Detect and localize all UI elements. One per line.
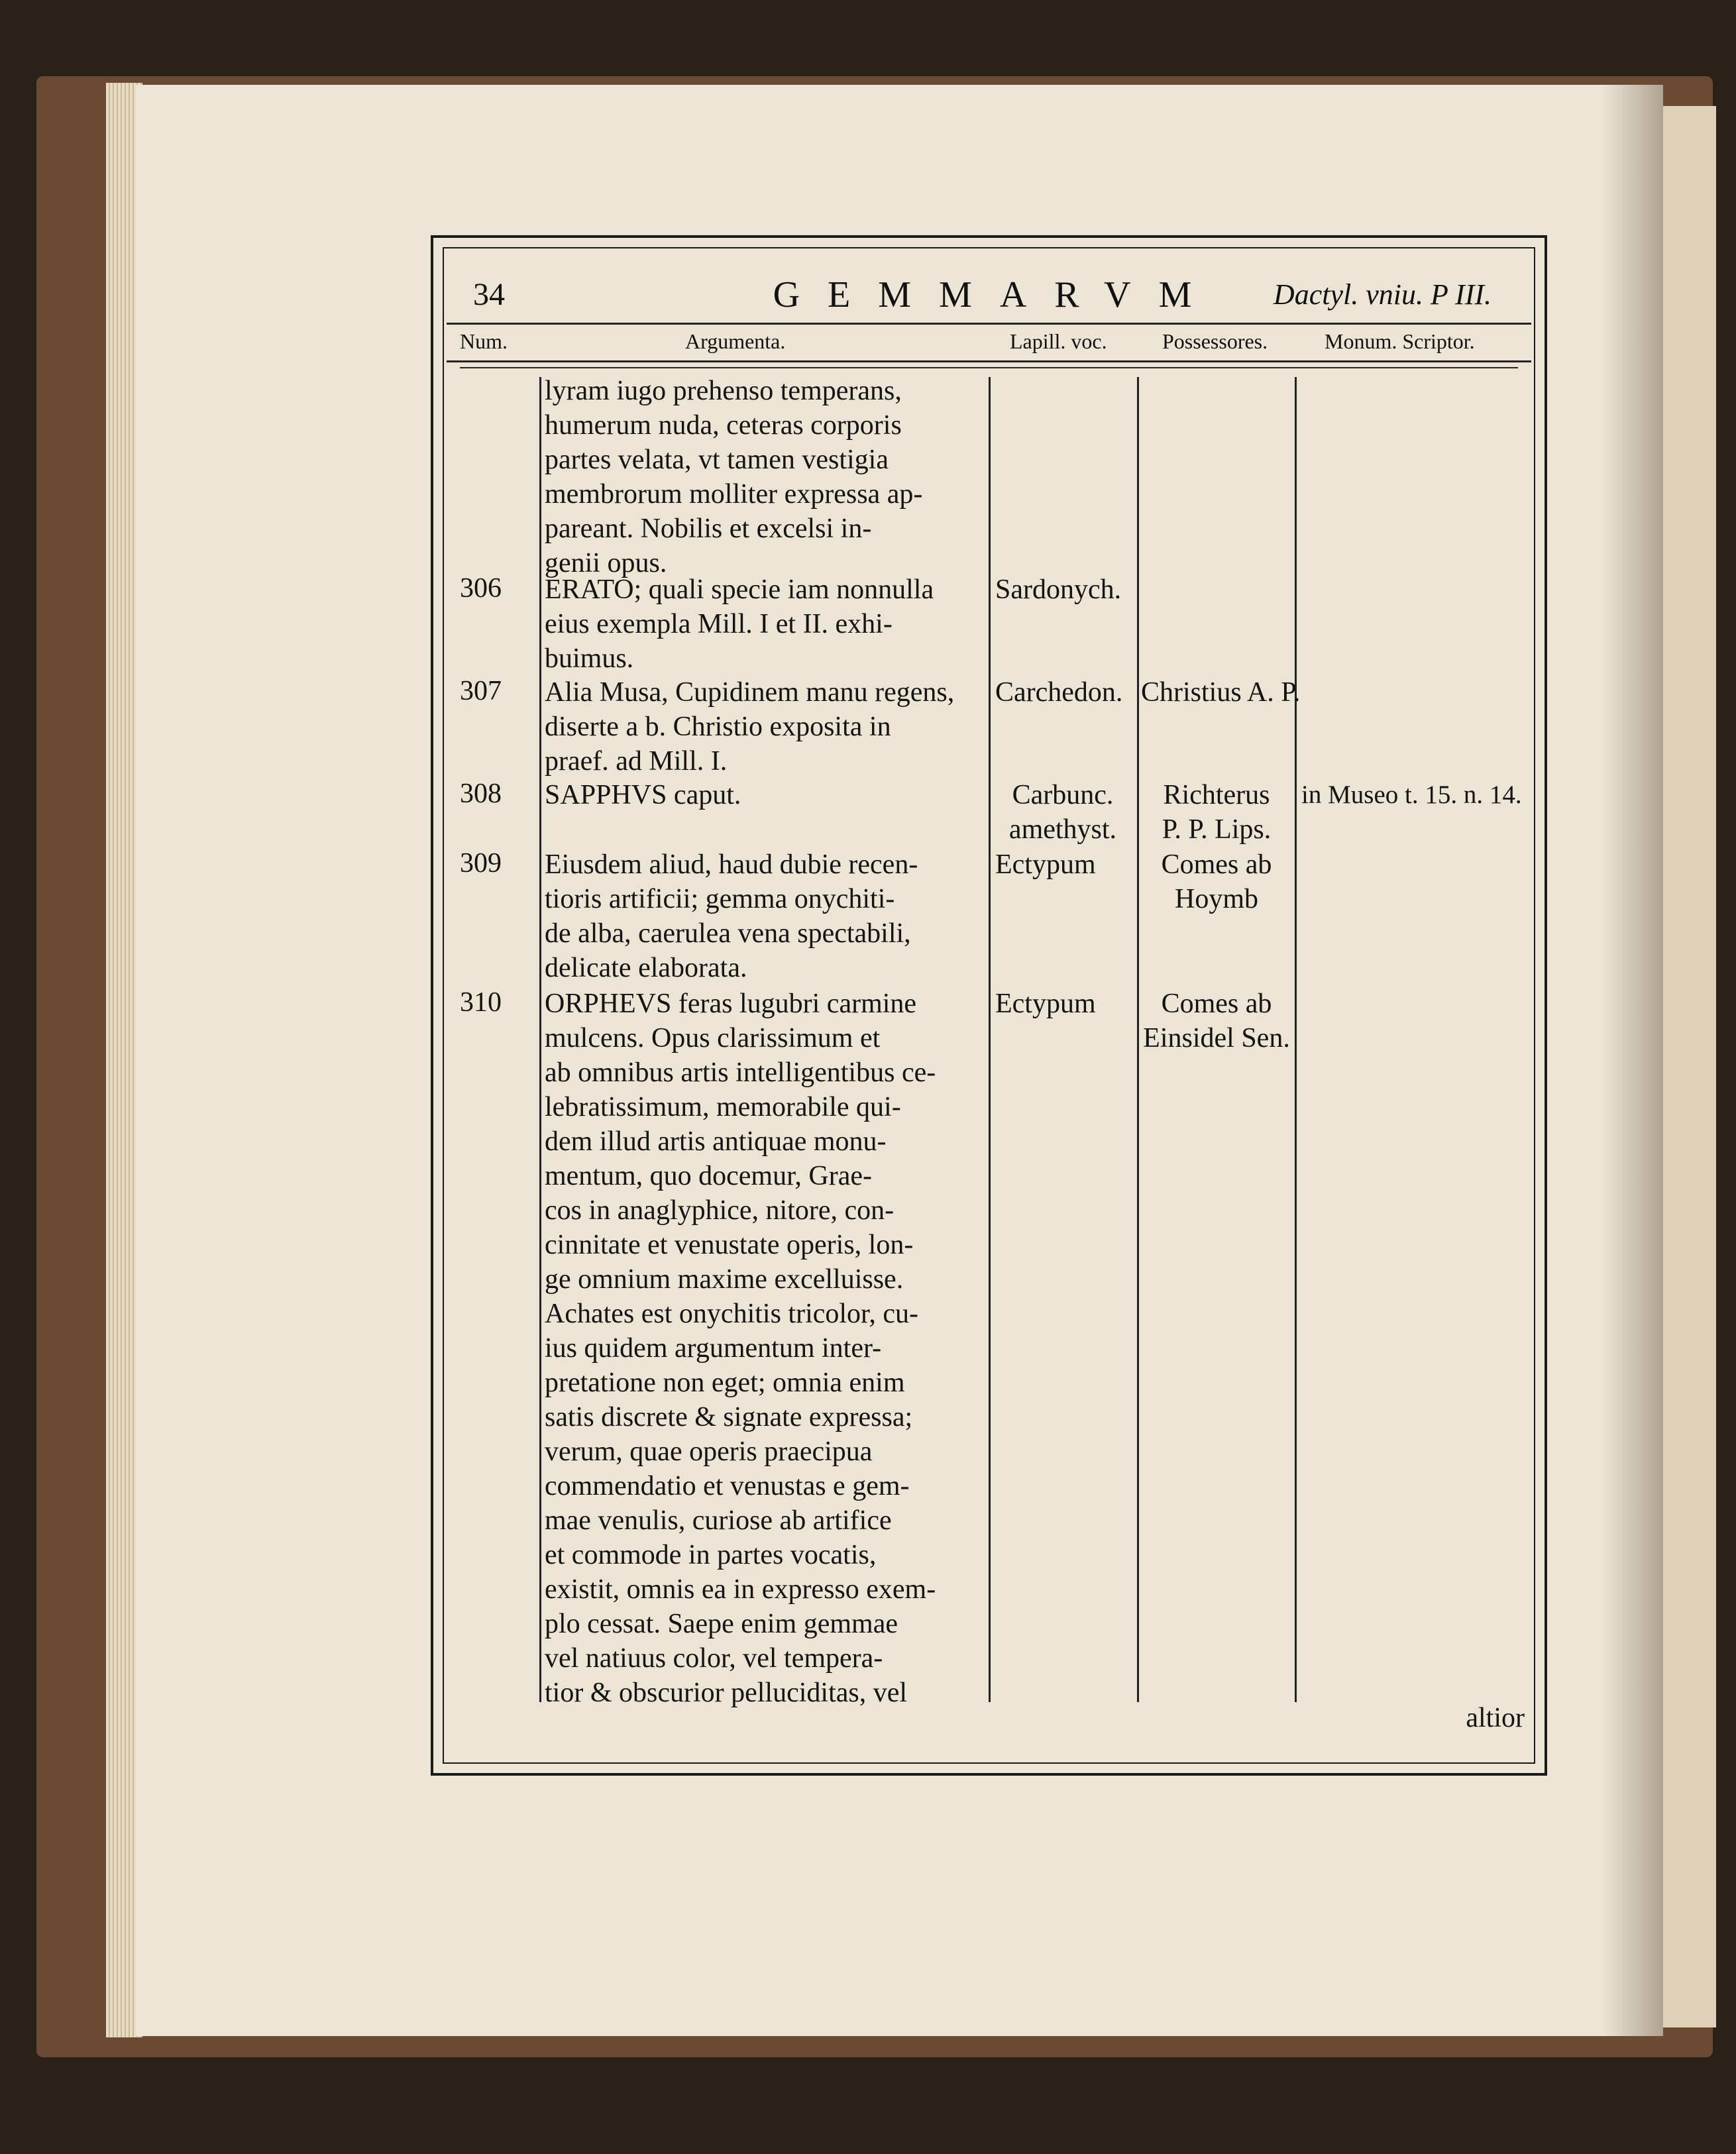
table-frame bbox=[431, 235, 1547, 1776]
entry-number: 309 bbox=[460, 848, 502, 879]
entry-number: 310 bbox=[460, 987, 502, 1018]
catchword: altior bbox=[1466, 1703, 1525, 1733]
page-title: GEMMARVM bbox=[773, 274, 1220, 315]
col-header-argumenta: Argumenta. bbox=[685, 329, 786, 353]
header-rule-under bbox=[460, 367, 1518, 368]
entry-lapill: Carbunc. amethyst. bbox=[1008, 780, 1117, 845]
page-number: 34 bbox=[473, 277, 505, 312]
column-rule bbox=[539, 377, 541, 1702]
entry-possessor: Christius A. P. bbox=[1141, 677, 1301, 708]
entry-argument: Alia Musa, Cupidinem manu regens, diserte a b. Christio exposita in praef. ad Mill. I. bbox=[545, 677, 955, 777]
entry-number: 308 bbox=[460, 779, 502, 809]
page-gutter-shadow bbox=[1603, 85, 1663, 2036]
col-header-possessores: Possessores. bbox=[1162, 329, 1268, 353]
facing-page-edge bbox=[1663, 106, 1716, 2027]
entry-lapill: Ectypum bbox=[995, 849, 1096, 880]
entry-argument: ORPHEVS feras lugubri carmine mulcens. Opus clarissimum et ab omnibus artis intelligentibus ce- lebratissimum, memorabile qui- dem illud artis antiquae monu- mentum, quo docemur, Grae- cos in anaglyphice, nitore, con- cinnitate et venustate operis, lon- ge omnium maxime excelluisse. Achates est onychitis tricolor, cu- ius quidem argumentum inter- pretatione non eget; omnia enim satis discrete & signate expressa; verum, quae operis praecipua commendatio et venustas e gem- mae venulis, curiose ab artifice et commode in partes vocatis, existit, omnis ea in expresso exem- plo cessat. Saepe enim gemmae vel natiuus color, vel tempera- tior & obscurior pelluciditas, vel bbox=[545, 989, 936, 1708]
entry-possessor: Comes ab Einsidel Sen. bbox=[1143, 989, 1290, 1053]
entry-lapill: Carchedon. bbox=[995, 677, 1123, 708]
entry-argument: SAPPHVS caput. bbox=[545, 780, 741, 810]
column-rule bbox=[1137, 377, 1139, 1702]
running-head: Dactyl. vniu. P III. bbox=[1273, 278, 1492, 311]
header-rule-top bbox=[447, 323, 1531, 325]
entry-possessor: Richterus P. P. Lips. bbox=[1162, 780, 1272, 845]
entry-argument: ERATO; quali specie iam nonnulla eius exempla Mill. I et II. exhi- buimus. bbox=[545, 574, 934, 674]
entry-number: 307 bbox=[460, 676, 502, 706]
entry-lapill: Sardonych. bbox=[995, 574, 1122, 605]
entry-argument: Eiusdem aliud, haud dubie recen- tioris artificii; gemma onychiti- de alba, caerulea vena spectabili, delicate elaborata. bbox=[545, 849, 918, 983]
entry-possessor: Comes ab Hoymb bbox=[1161, 849, 1272, 914]
header-rule-bottom bbox=[447, 360, 1531, 362]
column-rule bbox=[1295, 377, 1297, 1702]
entry-lapill: Ectypum bbox=[995, 989, 1096, 1019]
col-header-lapill: Lapill. voc. bbox=[1010, 329, 1107, 353]
entry-number: 306 bbox=[460, 573, 502, 604]
entry-monum: in Museo t. 15. n. 14. bbox=[1301, 781, 1522, 809]
page-header bbox=[473, 271, 1492, 324]
column-rule bbox=[989, 377, 991, 1702]
col-header-monum: Monum. Scriptor. bbox=[1325, 329, 1475, 353]
col-header-num: Num. bbox=[460, 329, 508, 353]
argument-continuation: lyram iugo prehenso temperans, humerum nuda, ceteras corporis partes velata, vt tamen vestigia membrorum molliter expressa ap- pareant. Nobilis et excelsi in- genii opus. bbox=[545, 376, 923, 578]
